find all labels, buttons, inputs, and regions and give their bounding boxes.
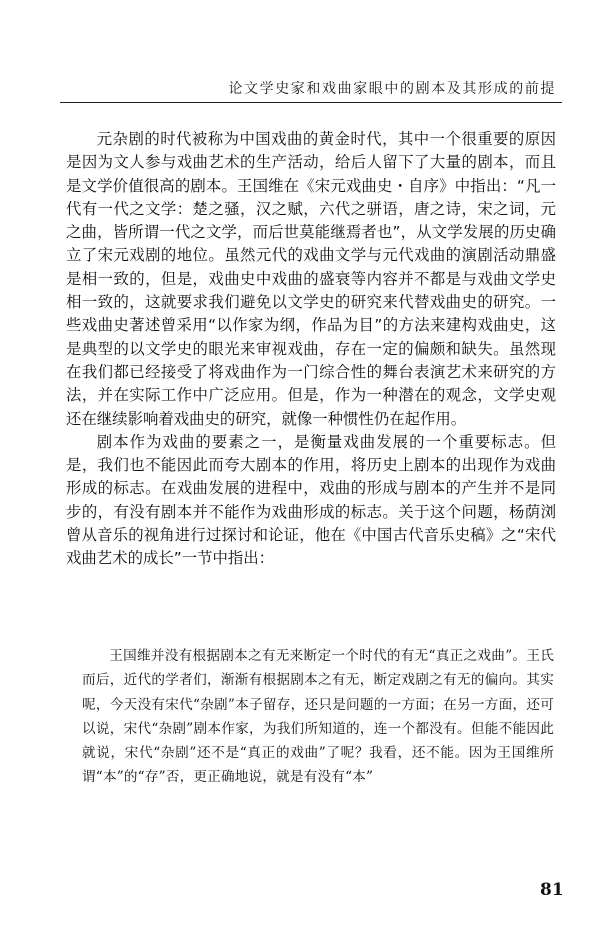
block-quote	[82, 644, 554, 790]
running-header: 论文学史家和戏曲家眼中的剧本及其形成的前提	[228, 81, 556, 97]
page-number: 81	[540, 880, 564, 900]
header-rule	[60, 102, 562, 103]
paragraph: 元杂剧的时代被称为中国戏曲的黄金时代，其中一个很重要的原因是因为文人参与戏曲艺术的生产活动，给后人留下了大量的剧本，而且是文学价值很高的剧本。王国维在《宋元戏曲史・自序》中指出：“凡一代有一代之文学：楚之骚，汉之赋，六代之骈语，唐之诗，宋之词，元之曲，皆所谓一代之文学，而后世莫能继焉者也”，从文学发展的历史确立了宋元戏剧的地位。虽然元代的戏曲文学与元代戏曲的演剧活动鼎盛是相一致的，但是，戏曲史中戏曲的盛衰等内容并不都是与戏曲文学史相一致的，这就要求我们避免以文学史的研究来代替戏曲史的研究。一些戏曲史著述曾采用“以作家为纲，作品为目”的方法来建构戏曲史，这是典型的以文学史的眼光来审视戏曲，存在一定的偏颇和缺失。虽然现在我们都已经接受了将戏曲作为一门综合性的舞台表演艺术来研究的方法，并在实际工作中广泛应用。但是，作为一种潜在的观念，文学史观还在继续影响着戏曲史的研究，就像一种惯性仍在起作用。	[66, 130, 556, 428]
quote-text: 王国维并没有根据剧本之有无来断定一个时代的有无“真正之戏曲”。王氏而后，近代的学者们，渐渐有根据剧本之有无，断定戏剧之有无的偏向。其实呢，今天没有宋代“杂剧”本子留存，还只是问题的一方面；在另一方面，还可以说，宋代“杂剧”剧本作家，为我们所知道的，连一个都没有。但能不能因此就说，宋代“杂剧”还不是“真正的戏曲”了呢？我看，还不能。因为王国维所谓“本”的“存”否，更正确地说，就是有没有“本”	[82, 648, 554, 786]
paragraph: 剧本作为戏曲的要素之一，是衡量戏曲发展的一个重要标志。但是，我们也不能因此而夸大剧本的作用，将历史上剧本的出现作为戏曲形成的标志。在戏曲发展的进程中，戏曲的形成与剧本的产生并不是同步的，有没有剧本并不能作为戏曲形成的标志。关于这个问题，杨荫浏曾从音乐的视角进行过探讨和论证，他在《中国古代音乐史稿》之“宋代戏曲艺术的成长”一节中指出：	[66, 432, 556, 568]
body-text	[66, 128, 556, 571]
